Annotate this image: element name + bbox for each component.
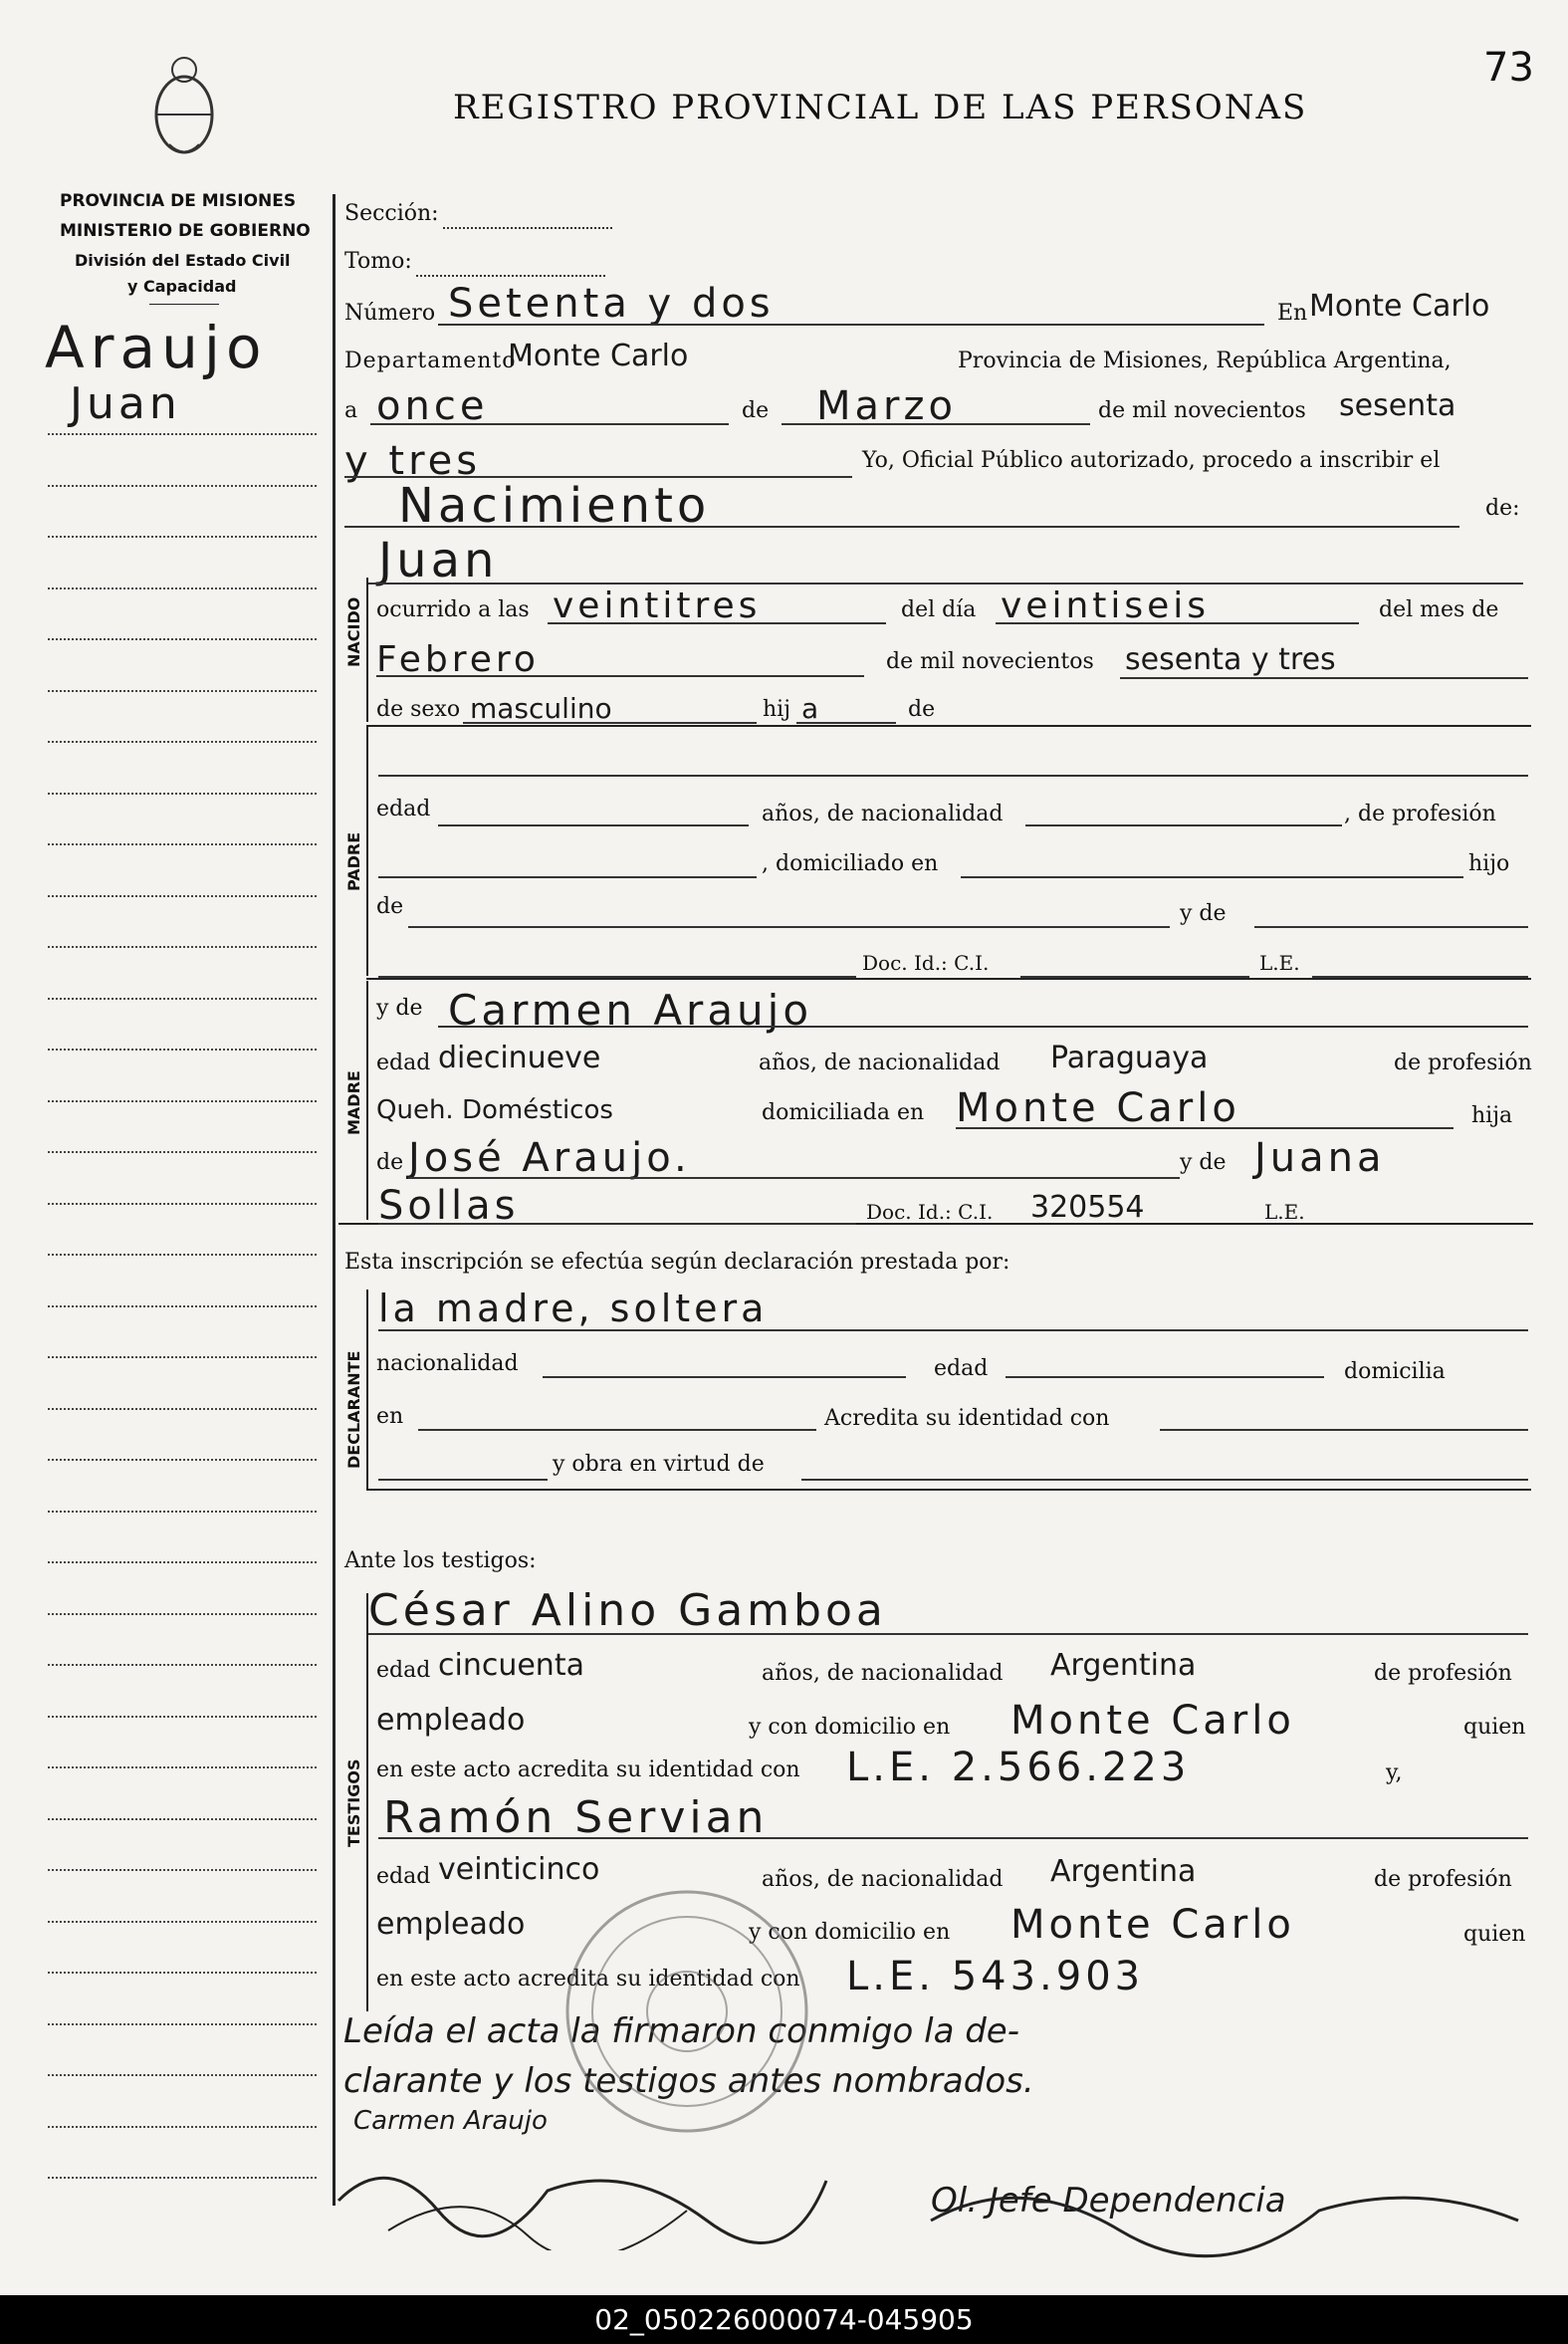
- value-departamento: Monte Carlo: [508, 339, 689, 373]
- margin-ruled-line: [48, 1100, 317, 1102]
- section-border: [366, 727, 368, 976]
- label-decl-en: en: [376, 1404, 404, 1429]
- label-t1-nac: años, de nacionalidad: [762, 1661, 1004, 1686]
- margin-ruled-line: [48, 1356, 317, 1358]
- margin-ruled-line: [48, 1921, 317, 1923]
- section-border: [366, 578, 368, 722]
- margin-ruled-line: [48, 1818, 317, 1820]
- signature-witnesses-icon: [329, 2141, 846, 2250]
- section-label-nacido: NACIDO: [344, 596, 363, 667]
- label-madre-dom: domiciliada en: [762, 1100, 925, 1125]
- label-t2-acto: en este acto acredita su identidad con: [376, 1967, 800, 1992]
- margin-ruled-line: [48, 485, 317, 487]
- page-title: REGISTRO PROVINCIAL DE LAS PERSONAS: [453, 88, 1308, 127]
- label-t1-acto: en este acto acredita su identidad con: [376, 1758, 800, 1782]
- margin-ruled-line: [48, 1049, 317, 1051]
- margin-ruled-line: [48, 1511, 317, 1513]
- label-seccion: Sección:: [344, 201, 439, 226]
- label-madre-prof: de profesión: [1394, 1051, 1532, 1075]
- label-del-dia: del día: [901, 597, 977, 622]
- closing-note-line1: Leída el acta la firmaron conmigo la de-: [343, 2011, 1019, 2051]
- margin-ruled-line: [48, 998, 317, 1000]
- label-t1-y: y,: [1386, 1760, 1403, 1785]
- signature-official: Ol. Jefe Dependencia: [931, 2181, 1286, 2221]
- value-dia: once: [376, 383, 489, 429]
- value-t1-doc: L.E. 2.566.223: [846, 1745, 1191, 1790]
- margin-ruled-line: [48, 638, 317, 640]
- section-border: [366, 1289, 368, 1489]
- label-en: En: [1277, 301, 1308, 326]
- label-t2-prof: de profesión: [1374, 1867, 1512, 1892]
- label-declaracion: Esta inscripción se efectúa según declaración prestada por:: [344, 1250, 1010, 1275]
- footer-id: 02_050226000074-045905: [0, 2295, 1568, 2344]
- value-testigo1: César Alino Gamboa: [368, 1585, 887, 1636]
- section-divider: [366, 725, 1531, 727]
- division-label: División del Estado Civil: [75, 251, 291, 270]
- value-madre-edad: diecinueve: [438, 1041, 601, 1075]
- margin-ruled-line: [48, 1254, 317, 1256]
- value-madre: Carmen Araujo: [448, 986, 813, 1035]
- margin-ruled-line: [48, 1766, 317, 1768]
- value-t2-edad: veinticinco: [438, 1852, 600, 1887]
- label-padre-prof: , de profesión: [1344, 802, 1496, 826]
- margin-ruled-line: [48, 2177, 317, 2179]
- label-de: de: [742, 398, 770, 423]
- label-t2-dom: y con domicilio en: [749, 1920, 951, 1945]
- value-abuela1: Juana: [1254, 1135, 1386, 1181]
- value-t2-dom: Monte Carlo: [1010, 1902, 1295, 1948]
- label-t1-dom: y con domicilio en: [749, 1715, 951, 1740]
- margin-ruled-line: [48, 741, 317, 743]
- label-madre-edad: edad: [376, 1051, 431, 1075]
- label-padre-y-de: y de: [1180, 901, 1227, 926]
- label-tomo: Tomo:: [344, 249, 412, 274]
- label-t1-quien: quien: [1463, 1715, 1526, 1740]
- value-madre-ci: 320554: [1030, 1190, 1145, 1225]
- label-madre-nac: años, de nacionalidad: [759, 1051, 1001, 1075]
- label-decl-edad: edad: [934, 1356, 989, 1381]
- label-ocurrido: ocurrido a las: [376, 597, 530, 622]
- label-padre-dom: , domiciliado en: [762, 851, 939, 876]
- value-sexo: masculino: [470, 692, 612, 725]
- label-decl-dom: domicilia: [1344, 1359, 1446, 1384]
- label-del-mes: del mes de: [1379, 597, 1499, 622]
- section-divider: [366, 978, 1531, 980]
- value-acto: Nacimiento: [398, 478, 711, 534]
- label-de-mil: de mil novecientos: [1098, 398, 1306, 423]
- section-border: [366, 981, 368, 1220]
- section-label-testigos: TESTIGOS: [344, 1758, 363, 1847]
- value-numero: Setenta y dos: [448, 281, 775, 327]
- value-anio2: y tres: [344, 438, 482, 484]
- value-hora: veintitres: [553, 586, 762, 626]
- label-madre-de: de: [376, 1150, 404, 1175]
- label-sexo: de sexo: [376, 697, 461, 722]
- page-number: 73: [1483, 45, 1534, 91]
- label-padre-edad: edad: [376, 797, 431, 821]
- label-padre-le: L.E.: [1259, 951, 1300, 975]
- province-label: PROVINCIA DE MISIONES: [60, 191, 297, 211]
- value-lugar: Monte Carlo: [1309, 289, 1490, 324]
- coat-of-arms-icon: [139, 50, 229, 169]
- value-madre-dom: Monte Carlo: [956, 1085, 1240, 1131]
- section-label-madre: MADRE: [344, 1070, 363, 1135]
- value-anio1: sesenta: [1339, 388, 1456, 423]
- margin-ruled-line: [48, 2126, 317, 2128]
- label-departamento: Departamento: [344, 349, 517, 373]
- label-de-colon: de:: [1485, 496, 1520, 521]
- signature-official-icon: [921, 2151, 1538, 2270]
- value-t1-edad: cincuenta: [438, 1648, 584, 1683]
- margin-ruled-line: [48, 1408, 317, 1410]
- official-stamp-icon: [558, 1882, 816, 2141]
- label-numero: Número: [344, 301, 436, 326]
- section-label-padre: PADRE: [344, 831, 363, 891]
- value-abuela2: Sollas: [378, 1183, 520, 1229]
- value-t2-nac: Argentina: [1050, 1854, 1197, 1889]
- margin-surname: Araujo: [45, 314, 268, 381]
- label-decl-obra: y obra en virtud de: [553, 1452, 765, 1477]
- margin-ruled-line: [48, 1716, 317, 1718]
- label-de-padre: de: [908, 697, 936, 722]
- value-dia-nac: veintiseis: [1001, 586, 1211, 626]
- ministry-label: MINISTERIO DE GOBIERNO: [60, 221, 311, 241]
- label-decl-nac: nacionalidad: [376, 1351, 519, 1376]
- section-border: [366, 1593, 368, 2011]
- label-de-mil-nov: de mil novecientos: [886, 649, 1094, 674]
- label-padre-doc: Doc. Id.: C.I.: [862, 951, 990, 975]
- value-t2-prof: empleado: [376, 1907, 526, 1942]
- margin-ruled-line: [48, 1459, 317, 1461]
- label-t2-quien: quien: [1463, 1922, 1526, 1947]
- value-mes-nac: Febrero: [376, 639, 540, 680]
- margin-ruled-line: [48, 2074, 317, 2076]
- label-padre-nac: años, de nacionalidad: [762, 802, 1004, 826]
- value-mes: Marzo: [816, 383, 957, 429]
- label-madre-hija: hija: [1471, 1103, 1513, 1128]
- margin-ruled-line: [48, 895, 317, 897]
- label-madre-doc: Doc. Id.: C.I.: [866, 1200, 994, 1224]
- label-t2-edad: edad: [376, 1864, 431, 1889]
- label-t1-edad: edad: [376, 1658, 431, 1683]
- margin-ruled-line: [48, 1203, 317, 1205]
- value-t1-nac: Argentina: [1050, 1648, 1197, 1683]
- form-border: [333, 194, 336, 2206]
- margin-ruled-line: [48, 793, 317, 795]
- label-a: a: [344, 398, 358, 423]
- margin-ruled-line: [48, 1305, 317, 1307]
- label-yo: Yo, Oficial Público autorizado, procedo a inscribir el: [862, 448, 1441, 473]
- value-madre-prof: Queh. Domésticos: [376, 1095, 613, 1125]
- margin-ruled-line: [48, 2023, 317, 2025]
- value-abuelo: José Araujo.: [408, 1135, 691, 1181]
- margin-ruled-line: [48, 946, 317, 948]
- margin-ruled-line: [48, 1613, 317, 1615]
- margin-ruled-line: [48, 843, 317, 845]
- margin-ruled-line: [48, 1151, 317, 1153]
- margin-ruled-line: [48, 1869, 317, 1871]
- label-decl-acredita: Acredita su identidad con: [824, 1406, 1110, 1431]
- value-t1-dom: Monte Carlo: [1010, 1698, 1295, 1744]
- margin-ruled-line: [48, 587, 317, 589]
- label-padre-hijo: hijo: [1468, 851, 1510, 876]
- label-ante: Ante los testigos:: [344, 1548, 537, 1573]
- section-label-declarante: DECLARANTE: [344, 1350, 363, 1469]
- label-hij: hij: [763, 697, 791, 722]
- margin-ruled-line: [48, 1972, 317, 1974]
- label-t1-prof: de profesión: [1374, 1661, 1512, 1686]
- label-madre-y-de: y de: [376, 996, 423, 1021]
- value-testigo2: Ramón Servian: [383, 1792, 769, 1843]
- value-t2-doc: L.E. 543.903: [846, 1954, 1145, 1999]
- closing-note-line2: clarante y los testigos antes nombrados.: [343, 2061, 1034, 2101]
- division-label-2: y Capacidad: [127, 277, 237, 296]
- label-madre-le: L.E.: [1264, 1200, 1305, 1224]
- label-provincia: Provincia de Misiones, República Argentina,: [958, 349, 1452, 373]
- label-madre-y-de2: y de: [1180, 1150, 1227, 1175]
- value-anio-nac: sesenta y tres: [1125, 642, 1336, 677]
- margin-ruled-line: [48, 536, 317, 538]
- margin-ruled-line: [48, 1561, 317, 1563]
- value-nombre: Juan: [378, 533, 499, 588]
- value-declarante: la madre, soltera: [378, 1287, 769, 1330]
- signature-mother: Carmen Araujo: [353, 2106, 548, 2136]
- margin-given-name: Juan: [70, 378, 181, 429]
- label-padre-de: de: [376, 894, 404, 919]
- margin-ruled-line: [48, 1664, 317, 1666]
- margin-ruled-line: [48, 690, 317, 692]
- section-divider: [366, 1489, 1531, 1491]
- divider: [149, 304, 219, 305]
- value-t1-prof: empleado: [376, 1703, 526, 1738]
- margin-ruled-line: [48, 433, 317, 435]
- value-madre-nac: Paraguaya: [1050, 1041, 1209, 1075]
- value-hij-suffix: a: [801, 692, 819, 725]
- label-t2-nac: años, de nacionalidad: [762, 1867, 1004, 1892]
